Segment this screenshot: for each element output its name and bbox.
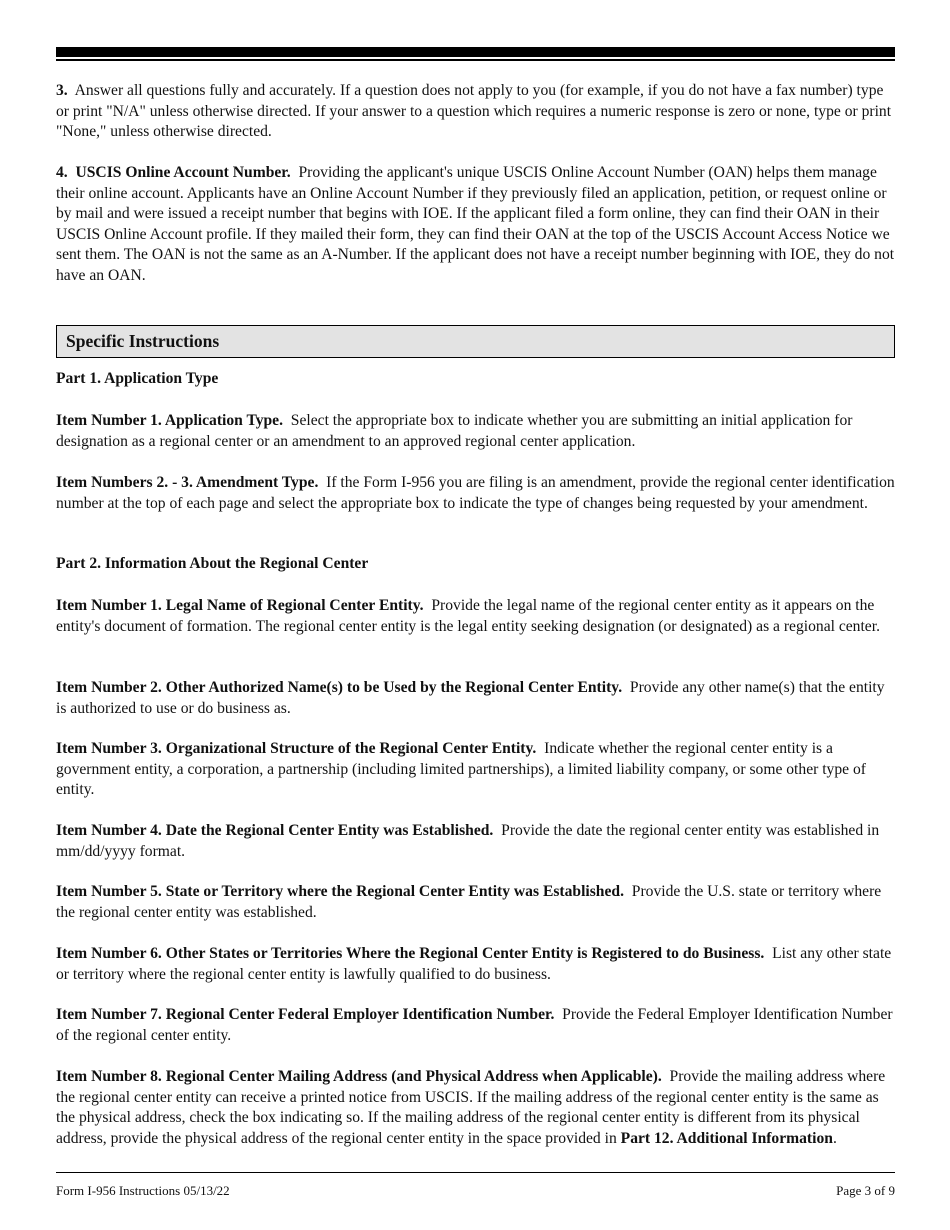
general-item-4	[56, 163, 895, 287]
top-thin-rule	[56, 59, 895, 61]
item-title: Item Number 7. Regional Center Federal Employer Identification Number.	[56, 1006, 555, 1023]
part2-item-6	[56, 944, 895, 985]
item-text: Provide the mailing address where the regional center entity can receive a printed notice from USCIS. If the mailing address of the regional center entity is the same as the physical address, check the box indicating so. If the mailing address of the regional center entity is different from its physical address, provide the physical address of the regional center entity in the space provided in	[56, 1068, 886, 1147]
part-2-heading: Part 2. Information About the Regional Center	[56, 555, 369, 572]
item-title: Item Number 2. Other Authorized Name(s) to be Used by the Regional Center Entity.	[56, 679, 623, 696]
item-text: Answer all questions fully and accurately. If a question does not apply to you (for example, if you do not have a fax number) type or print "N/A" unless otherwise directed. If your answer to a question which requires a numeric response is zero or none, type or print "None," unless otherwise directed.	[56, 82, 892, 141]
item-number: 3.	[56, 82, 68, 99]
part2-item-4	[56, 821, 895, 862]
item-title: USCIS Online Account Number.	[75, 164, 291, 181]
top-thick-rule	[56, 47, 895, 57]
item-number: 4.	[56, 164, 68, 181]
item-text: Providing the applicant's unique USCIS Online Account Number (OAN) helps them manage their online account. Applicants have an Online Account Number if they previously filed an application, petition, or request online or by mail and were issued a receipt number that begins with IOE. If the applicant filed a form online, they can find their OAN in their USCIS Online Account profile. If they mailed their form, they can find their OAN at the top of the USCIS Account Access Notice we sent them. The OAN is not the same as an A-Number. If the applicant does not have a receipt number beginning with IOE, they do not have an OAN.	[56, 164, 895, 284]
item-title: Item Numbers 2. - 3. Amendment Type.	[56, 474, 319, 491]
footer-page-number: Page 3 of 9	[836, 1183, 895, 1198]
item-title: Item Number 4. Date the Regional Center Entity was Established.	[56, 822, 494, 839]
part2-item-3	[56, 739, 895, 801]
item-text: If the Form I-956 you are filing is an amendment, provide the regional center identification number at the top of each page and select the appropriate box to indicate the type of changes being requested by your amendment.	[56, 474, 895, 512]
item-title: Item Number 3. Organizational Structure of the Regional Center Entity.	[56, 740, 537, 757]
section-header-specific-instructions	[56, 325, 895, 358]
part2-item-7	[56, 1005, 895, 1046]
part2-item-2	[56, 678, 895, 719]
item-title: Item Number 5. State or Territory where the Regional Center Entity was Established.	[56, 883, 624, 900]
item-title: Item Number 6. Other States or Territories Where the Regional Center Entity is Registered to do Business.	[56, 945, 765, 962]
item-text: Provide the date the regional center entity was established in mm/dd/yyyy format.	[56, 822, 880, 860]
footer-form-id: Form I-956 Instructions 05/13/22	[56, 1183, 230, 1198]
item-text: Provide any other name(s) that the entity is authorized to use or do business as.	[56, 679, 885, 717]
part-1-heading: Part 1. Application Type	[56, 370, 219, 387]
item-text: List any other state or territory where the regional center entity is lawfully qualified to do business.	[56, 945, 892, 983]
item-text: Provide the legal name of the regional center entity as it appears on the entity's document of formation. The regional center entity is the legal entity seeking designation (or designated) as a regional center.	[56, 597, 880, 635]
part2-item-5	[56, 882, 895, 923]
part2-item-8	[56, 1067, 895, 1149]
end-punctuation: .	[832, 1129, 837, 1147]
item-title: Item Number 8. Regional Center Mailing Address (and Physical Address when Applicable).	[56, 1068, 662, 1085]
document-page	[56, 0, 895, 1230]
item-text: Indicate whether the regional center entity is a government entity, a corporation, a partnership (including limited partnerships), a limited liability company, or some other type of entity.	[56, 740, 866, 799]
item-title: Item Number 1. Legal Name of Regional Center Entity.	[56, 597, 424, 614]
item-text: Select the appropriate box to indicate whether you are submitting an initial application for designation as a regional center or an amendment to an approved regional center application.	[56, 412, 853, 450]
item-text: Provide the U.S. state or territory where the regional center entity was established.	[56, 883, 882, 921]
footer-rule	[56, 1172, 895, 1173]
part2-item-1	[56, 596, 895, 637]
part1-item-1	[56, 411, 895, 452]
part1-items-2-3	[56, 473, 895, 514]
cross-reference: Part 12. Additional Information	[620, 1129, 833, 1147]
item-text: Provide the Federal Employer Identification Number of the regional center entity.	[56, 1006, 893, 1044]
general-item-3	[56, 81, 895, 143]
section-title: Specific Instructions	[66, 331, 220, 351]
item-title: Item Number 1. Application Type.	[56, 412, 283, 429]
